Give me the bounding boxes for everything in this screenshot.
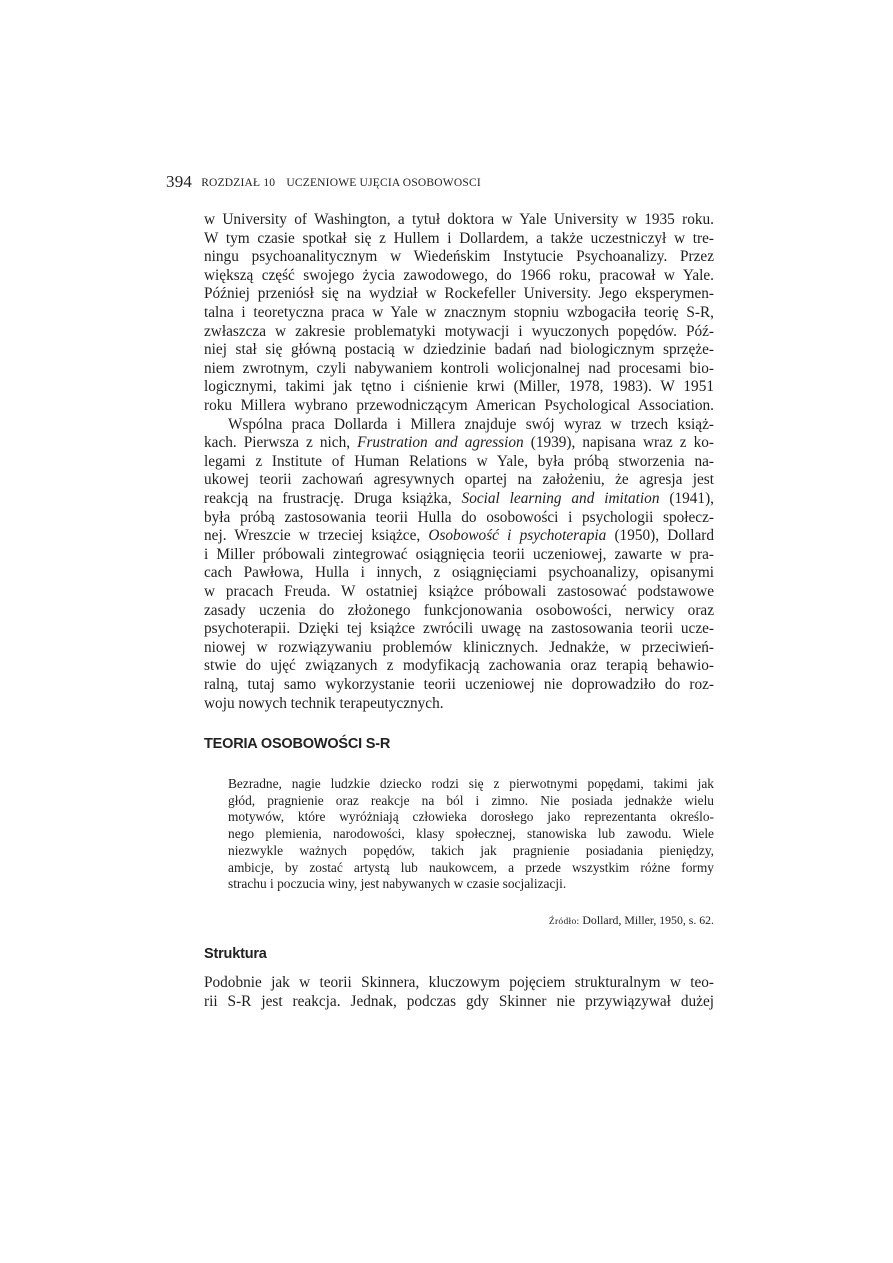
text-line: psychoterapii. Dzięki tej książce zwrócili uwagę na zastosowania teorii ucze- [204, 620, 714, 638]
book-title: Frustration and agression [357, 434, 524, 452]
chapter-label: ROZDZIAŁ 10 [201, 177, 276, 189]
text-line: zwłaszcza w zakresie problematyki motywacji i wyuczonych popędów. Póź- [204, 322, 714, 340]
paragraph-1 [204, 211, 714, 416]
text-line: talna i teoretyczna praca w Yale w znacznym stopniu wzbogaciła teorię S-R, [204, 303, 714, 321]
text-line: logicznymi, takimi jak tętno i ciśnienie krwi (Miller, 1978, 1983). W 1951 [204, 378, 714, 396]
text-line: stwie do ujęć związanych z modyfikacją zachowania oraz terapią behawio- [204, 657, 714, 675]
quote-line: Bezradne, nagie ludzkie dziecko rodzi się z pierwotnymi popędami, takimi jak [228, 776, 714, 791]
quote-line: strachu i poczucia winy, jest nabywanych w czasie socjalizacji. [228, 876, 567, 892]
page-number: 394 [166, 172, 193, 191]
text-line: Później przeniósł się na wydział w Rockefeller University. Jego eksperymen- [204, 285, 714, 303]
block-quote [228, 776, 714, 893]
text-line: ningu psychoanalitycznym w Wiedeńskim Instytucie Psychoanalizy. Przez [204, 248, 714, 266]
text-line: niej stał się główną postacią w dziedzinie badań nad biologicznym sprzęże- [204, 341, 714, 359]
text-line: niem zwrotnym, czyli nabywaniem kontroli wolicjonalnej nad procesami bio- [204, 359, 714, 377]
text-line: zasady uczenia do złożonego funkcjonowania osobowości, nerwicy oraz [204, 601, 714, 619]
text-line: reakcją na frustrację. Druga książka, Social learning and imitation (1941), [204, 489, 714, 507]
book-title: Social learning and imitation [461, 489, 660, 507]
section-heading: TEORIA OSOBOWOŚCI S-R [204, 736, 391, 752]
text-line: roku Millera wybrano przewodniczącym American Psychological Association. [204, 396, 714, 414]
text-line: była próbą zastosowania teorii Hulla do osobowości i psychologii społecz- [204, 508, 714, 526]
text-line: woju nowych technik terapeutycznych. [204, 694, 444, 712]
text-line: nej. Wreszcie w trzeciej książce, Osobowość i psychoterapia (1950), Dollard [204, 527, 714, 545]
quote-line: motywów, które wyróżniają człowieka dorosłego jako reprezentanta określo- [228, 809, 714, 825]
quote-line: ambicje, by zostać artystą lub naukowcem, a przede wszystkim różne formy [228, 859, 714, 875]
text-line: Wspólna praca Dollarda i Millera znajduje swój wyraz w trzech książ- [228, 415, 714, 433]
quote-line: niezwykle ważnych popędów, takich jak pragnienie posiadania pieniędzy, [228, 842, 714, 858]
quote-line: nego plemienia, narodowości, klasy społecznej, stanowiska lub zawodu. Wiele [228, 826, 714, 842]
text-line: w pracach Freuda. W ostatniej książce próbowali zastosować podstawowe [204, 582, 714, 600]
text-line: cach Pawłowa, Hulla i innych, z osiągnięciami psychoanalizy, opisanymi [204, 564, 714, 582]
text-line: w University of Washington, a tytuł doktora w Yale University w 1935 roku. [204, 211, 714, 228]
quote-source [549, 913, 714, 928]
paragraph-2 [204, 416, 714, 714]
quote-line: głód, pragnienie oraz reakcje na ból i zimno. Nie posiada jednakże wielu [228, 792, 714, 808]
text-line: niowej w rozwiązywaniu problemów klinicznych. Jednakże, w przeciwień- [204, 638, 714, 656]
text-line: i Miller próbowali zintegrować osiągnięcia teorii uczeniowej, zawarte w pra- [204, 545, 714, 563]
paragraph-3 [204, 974, 714, 1011]
chapter-title: UCZENIOWE UJĘCIA OSOBOWOSCI [286, 177, 481, 189]
text-line: rii S-R jest reakcja. Jednak, podczas gdy Skinner nie przywiązywał dużej [204, 992, 714, 1010]
text-line: większą część swojego życia zawodowego, do 1966 roku, pracował w Yale. [204, 266, 714, 284]
book-title: Osobowość i psychoterapia [428, 527, 607, 545]
running-head [166, 172, 481, 192]
subsection-heading: Struktura [204, 946, 267, 962]
text-line: ukowej teorii zachowań agresywnych opartej na założeniu, że agresja jest [204, 471, 714, 489]
text-line: ralną, tutaj samo wykorzystanie teorii uczeniowej nie doprowadziło do roz- [204, 675, 714, 693]
text-line: legami z Institute of Human Relations w Yale, była próbą stworzenia na- [204, 452, 714, 470]
source-text: Dollard, Miller, 1950, s. 62. [579, 913, 714, 927]
text-line: W tym czasie spotkał się z Hullem i Dollardem, a także uczestniczył w tre- [204, 229, 714, 247]
text-line: Podobnie jak w teorii Skinnera, kluczowym pojęciem strukturalnym w teo- [204, 974, 714, 991]
text-line: kach. Pierwsza z nich, Frustration and agression (1939), napisana wraz z ko- [204, 434, 714, 452]
source-label: Źródło: [548, 917, 580, 927]
